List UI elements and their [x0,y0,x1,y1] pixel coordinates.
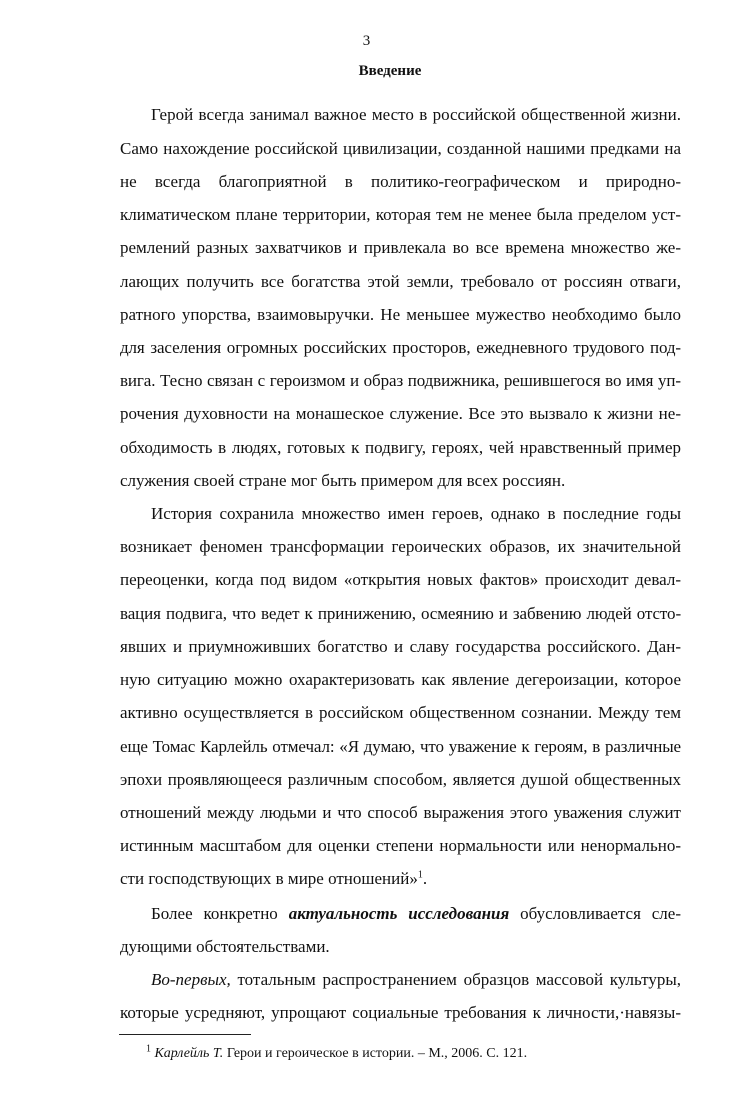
text-line: активно осуществляется в российском общественном сознании. Между тем [120,703,681,722]
text-line: ную ситуацию можно охарактеризовать как явление дегероизации, которое [120,670,681,689]
text-line: не всегда благоприятной в политико-географическом и природно- [120,172,681,191]
text-line [151,904,681,924]
emphasis-text: Во-первых, [151,970,231,989]
text-line [120,869,681,889]
text-line: рочения духовности на монашеское служение. Все это вызвало к жизни не- [120,404,681,423]
text-line: вига. Тесно связан с героизмом и образ подвижника, решившегося во имя уп- [120,371,681,390]
text-line: возникает феномен трансформации героических образов, их значительной [120,537,681,556]
footnote-text: Герои и героическое в истории. – М., 2006. С. 121. [223,1046,528,1061]
text-line [151,970,681,990]
text-span: Более конкретно [151,904,289,923]
footnote-divider [119,1034,251,1035]
text-span: . [422,869,428,888]
text-line: истинным масштабом для оценки степени нормальности или ненормально- [120,836,681,855]
text-span: тотальным распространением образцов массовой культуры, [230,970,681,989]
footnote-author: Карлейль Т. [154,1046,224,1061]
text-line: которые усредняют, упрощают социальные требования к личности,·навязы- [120,1003,681,1022]
text-line: лающих получить все богатства этой земли, требовало от россиян отваги, [120,272,681,291]
text-line: ремлений разных захватчиков и привлекала во все времена множество же- [120,238,681,257]
footnote [146,1045,527,1063]
text-line: вация подвига, что ведет к принижению, осмеянию и забвению людей отсто- [120,604,681,623]
footnote-marker: 1 [146,1043,151,1055]
text-line: Само нахождение российской цивилизации, созданной нашими предками на [120,139,681,158]
text-line: отношений между людьми и что способ выражения этого уважения служит [120,803,681,822]
text-line: ратного упорства, взаимовыручки. Не меньшее мужество необходимо было [120,305,681,324]
page-number: 3 [362,33,371,49]
text-span: обусловливается сле- [509,904,682,923]
text-line: дующими обстоятельствами. [120,937,330,956]
text-line: обходимость в людях, готовых к подвигу, героях, чей нравственный пример [120,438,681,457]
page-title: Введение [358,63,422,79]
text-line: еще Томас Карлейль отмечал: «Я думаю, что уважение к героям, в различные [120,737,681,756]
text-line: эпохи проявляющееся различным способом, является душой общественных [120,770,681,789]
text-line: Герой всегда занимал важное место в российской общественной жизни. [151,105,681,124]
text-line: История сохранила множество имен героев, однако в последние годы [151,504,681,523]
text-line: явших и приумноживших богатство и славу государства российского. Дан- [120,637,681,656]
text-line: служения своей стране мог быть примером для всех россиян. [120,471,566,490]
footnote-reference: 1 [417,869,423,881]
text-line: для заселения огромных российских просторов, ежедневного трудового под- [120,338,681,357]
text-line: переоценки, когда под видом «открытия новых фактов» происходит девал- [120,570,681,589]
emphasis-text: актуальность исследования [288,904,510,923]
text-span: сти господствующих в мире отношений» [120,869,418,888]
text-line: климатическом плане территории, которая тем не менее была пределом уст- [120,205,681,224]
